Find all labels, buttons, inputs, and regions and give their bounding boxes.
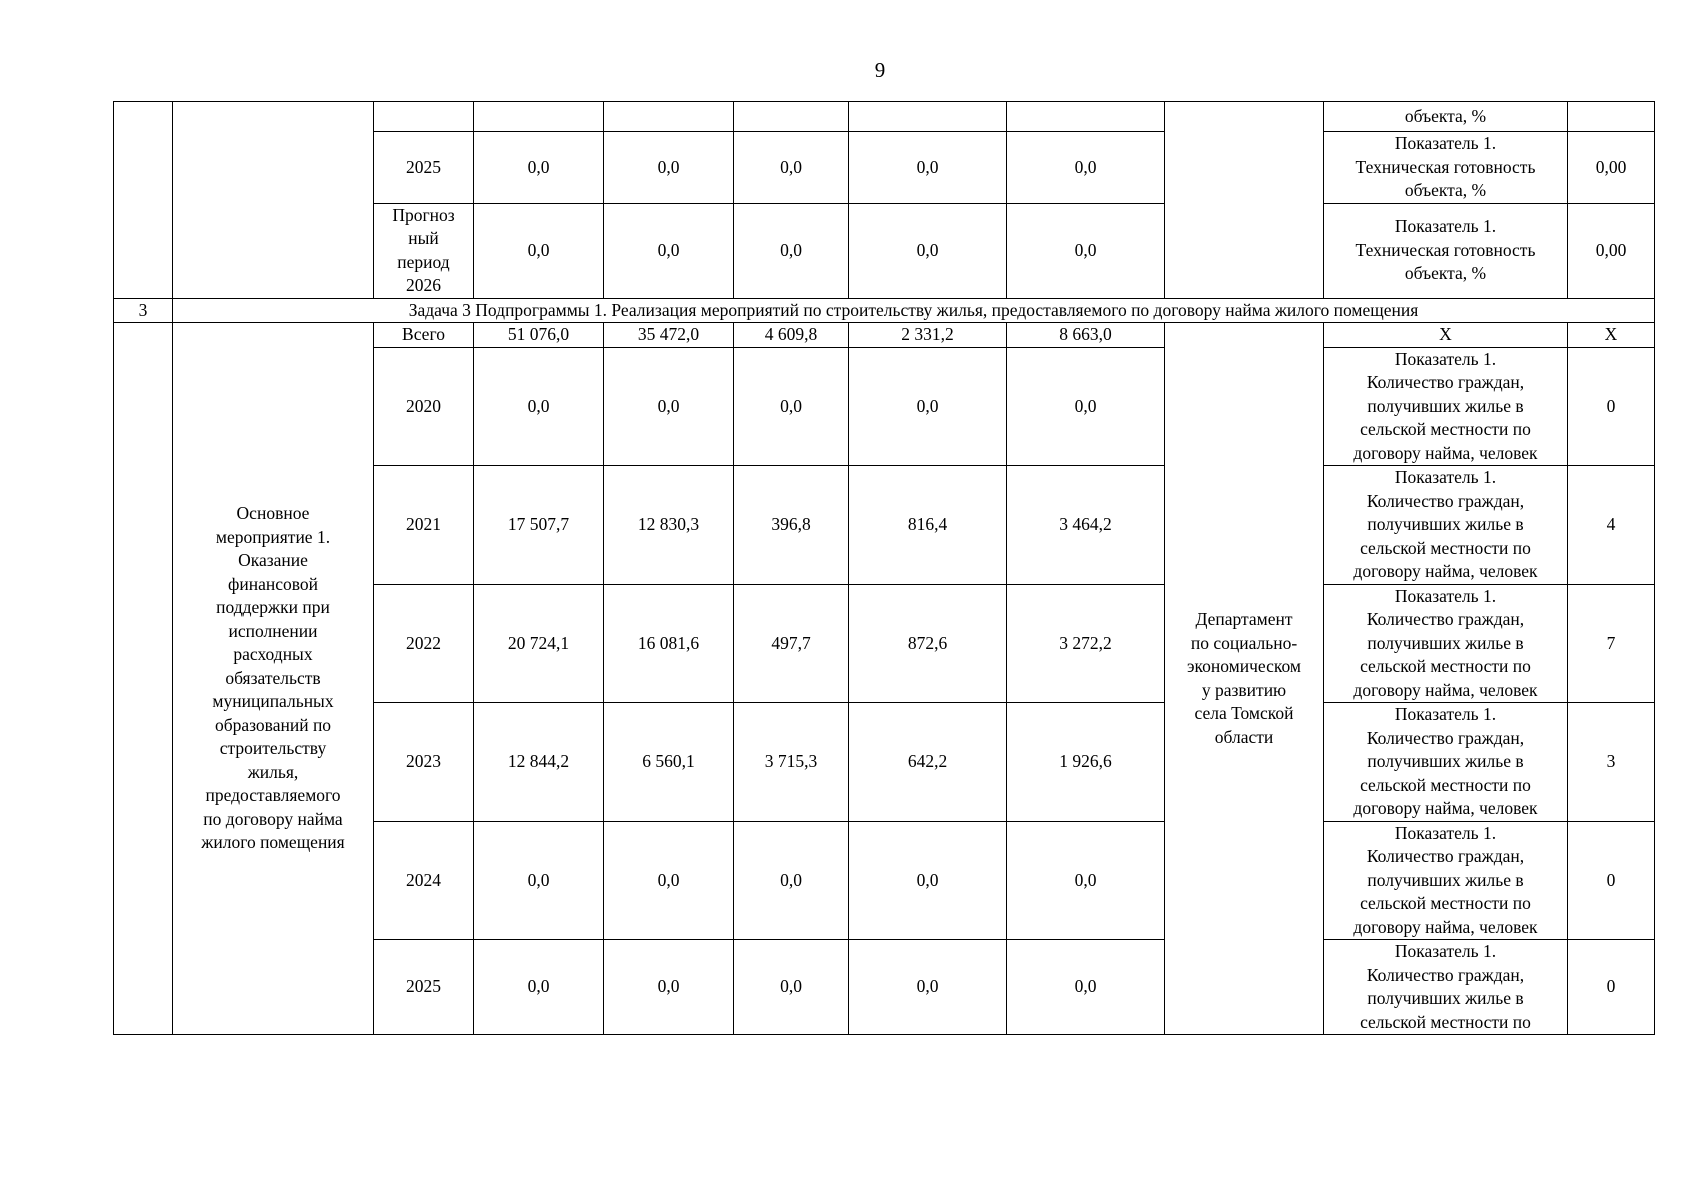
task-title-cell: Задача 3 Подпрограммы 1. Реализация мероприятий по строительству жилья, предоставляемого по договору найма жилого помещения [173, 298, 1655, 323]
value-cell: 0,0 [474, 821, 604, 940]
value-cell: 1 926,6 [1007, 703, 1165, 822]
value-cell: 12 844,2 [474, 703, 604, 822]
value-cell: 12 830,3 [604, 466, 734, 585]
value-cell: 0,0 [604, 203, 734, 298]
value-cell: 816,4 [849, 466, 1007, 585]
value-cell [849, 102, 1007, 132]
value-cell: 0,0 [1007, 821, 1165, 940]
activity-name-cell [173, 102, 374, 299]
indicator-cell: Х [1324, 323, 1568, 348]
value-cell: 17 507,7 [474, 466, 604, 585]
value-cell: 20 724,1 [474, 584, 604, 703]
value-cell: 642,2 [849, 703, 1007, 822]
value-cell: 0,0 [1007, 132, 1165, 204]
value-cell: 0,0 [849, 132, 1007, 204]
executor-cell: Департамент по социально- экономическом у развитию села Томской области [1165, 323, 1324, 1035]
value-cell: 0,0 [1007, 347, 1165, 466]
value-cell: 872,6 [849, 584, 1007, 703]
indicator-value-cell: 0,00 [1568, 203, 1655, 298]
value-cell: 0,0 [474, 203, 604, 298]
value-cell: 0,0 [604, 821, 734, 940]
value-cell: 0,0 [849, 821, 1007, 940]
indicator-value-cell: 0 [1568, 347, 1655, 466]
value-cell: 0,0 [734, 347, 849, 466]
value-cell: 0,0 [604, 940, 734, 1035]
indicator-cell: Показатель 1. Техническая готовность объекта, % [1324, 203, 1568, 298]
period-cell: 2020 [374, 347, 474, 466]
indicator-value-cell: 0,00 [1568, 132, 1655, 204]
value-cell [474, 102, 604, 132]
value-cell: 35 472,0 [604, 323, 734, 348]
value-cell: 0,0 [474, 940, 604, 1035]
value-cell: 0,0 [1007, 940, 1165, 1035]
period-cell: 2025 [374, 132, 474, 204]
value-cell: 396,8 [734, 466, 849, 585]
period-cell: 2023 [374, 703, 474, 822]
value-cell: 0,0 [1007, 203, 1165, 298]
value-cell [734, 102, 849, 132]
task-row [114, 298, 1655, 323]
value-cell: 0,0 [604, 347, 734, 466]
value-cell: 4 609,8 [734, 323, 849, 348]
value-cell: 0,0 [734, 821, 849, 940]
task-number-cell: 3 [114, 298, 173, 323]
total-row [114, 323, 1655, 348]
value-cell: 0,0 [734, 940, 849, 1035]
value-cell: 3 272,2 [1007, 584, 1165, 703]
value-cell: 3 464,2 [1007, 466, 1165, 585]
period-cell: 2024 [374, 821, 474, 940]
period-cell: Всего [374, 323, 474, 348]
indicator-cell: Показатель 1. Количество граждан, получивших жилье в сельской местности по договору найма, человек [1324, 584, 1568, 703]
value-cell [604, 102, 734, 132]
program-table [113, 101, 1655, 1035]
activity-name-cell: Основное мероприятие 1. Оказание финансовой поддержки при исполнении расходных обязательств муниципальных образований по строительству жилья, предоставляемого по договору найма жилого помещения [173, 323, 374, 1035]
indicator-cell: Показатель 1. Количество граждан, получивших жилье в сельской местности по договору найма, человек [1324, 821, 1568, 940]
period-cell: Прогноз ный период 2026 [374, 203, 474, 298]
value-cell: 0,0 [734, 203, 849, 298]
indicator-value-cell: 7 [1568, 584, 1655, 703]
indicator-value-cell: 0 [1568, 821, 1655, 940]
period-cell [374, 102, 474, 132]
value-cell: 16 081,6 [604, 584, 734, 703]
indicator-cell: Показатель 1. Техническая готовность объекта, % [1324, 132, 1568, 204]
indicator-cell: объекта, % [1324, 102, 1568, 132]
value-cell: 0,0 [849, 203, 1007, 298]
value-cell: 0,0 [849, 347, 1007, 466]
value-cell: 0,0 [474, 132, 604, 204]
value-cell: 497,7 [734, 584, 849, 703]
value-cell: 0,0 [604, 132, 734, 204]
period-cell: 2025 [374, 940, 474, 1035]
indicator-cell: Показатель 1. Количество граждан, получивших жилье в сельской местности по договору найма, человек [1324, 466, 1568, 585]
executor-cell [1165, 102, 1324, 299]
indicator-value-cell: Х [1568, 323, 1655, 348]
value-cell: 8 663,0 [1007, 323, 1165, 348]
value-cell: 6 560,1 [604, 703, 734, 822]
value-cell: 51 076,0 [474, 323, 604, 348]
value-cell [1007, 102, 1165, 132]
value-cell: 3 715,3 [734, 703, 849, 822]
value-cell: 0,0 [849, 940, 1007, 1035]
indicator-cell: Показатель 1. Количество граждан, получивших жилье в сельской местности по договору найма, человек [1324, 347, 1568, 466]
row-number-cell [114, 102, 173, 299]
table-row [114, 102, 1655, 132]
indicator-value-cell [1568, 102, 1655, 132]
row-number-cell [114, 323, 173, 1035]
period-cell: 2021 [374, 466, 474, 585]
indicator-cell: Показатель 1. Количество граждан, получивших жилье в сельской местности по договору найма, человек [1324, 703, 1568, 822]
period-cell: 2022 [374, 584, 474, 703]
indicator-cell: Показатель 1. Количество граждан, получивших жилье в сельской местности по [1324, 940, 1568, 1035]
indicator-value-cell: 0 [1568, 940, 1655, 1035]
indicator-value-cell: 3 [1568, 703, 1655, 822]
indicator-value-cell: 4 [1568, 466, 1655, 585]
value-cell: 2 331,2 [849, 323, 1007, 348]
page-number: 9 [874, 58, 886, 82]
value-cell: 0,0 [734, 132, 849, 204]
value-cell: 0,0 [474, 347, 604, 466]
